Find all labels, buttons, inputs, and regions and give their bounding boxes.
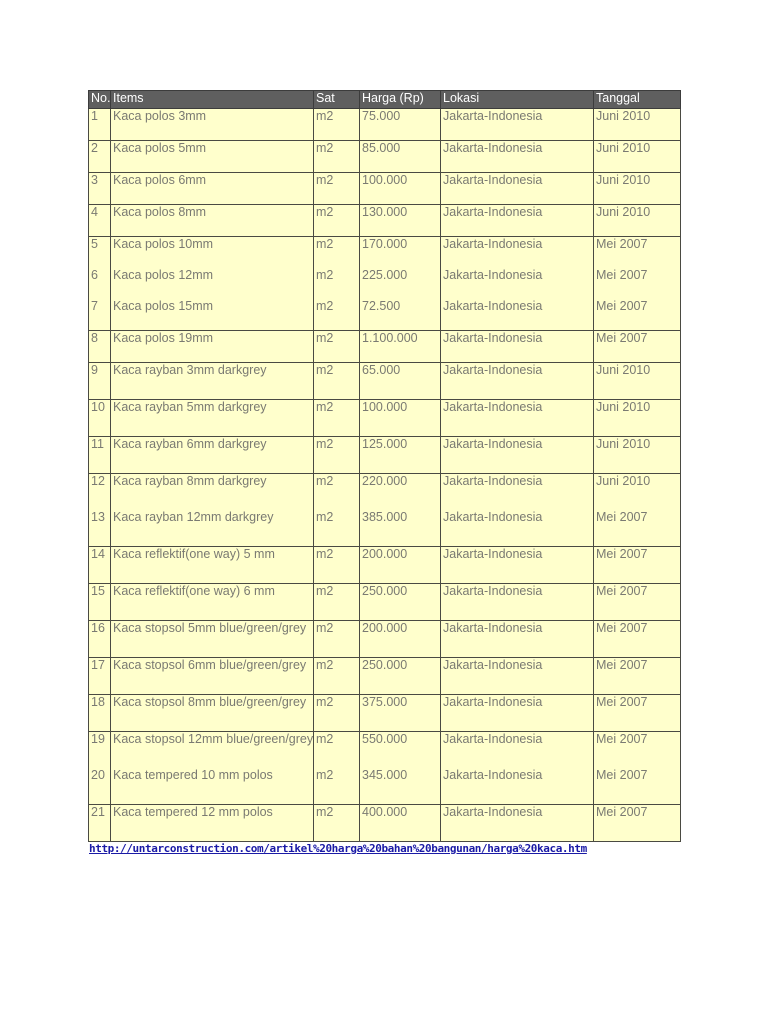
cell-harga: 250.000 bbox=[360, 584, 441, 621]
cell-tanggal: Mei 2007 bbox=[594, 237, 681, 269]
cell-tanggal: Mei 2007 bbox=[594, 768, 681, 805]
cell-harga: 130.000 bbox=[360, 205, 441, 237]
cell-lokasi: Jakarta-Indonesia bbox=[441, 141, 594, 173]
cell-lokasi: Jakarta-Indonesia bbox=[441, 437, 594, 474]
cell-no: 1 bbox=[89, 109, 111, 141]
cell-sat: m2 bbox=[314, 547, 360, 584]
cell-item: Kaca rayban 3mm darkgrey bbox=[111, 363, 314, 400]
cell-sat: m2 bbox=[314, 805, 360, 842]
price-table bbox=[88, 90, 681, 842]
cell-lokasi: Jakarta-Indonesia bbox=[441, 237, 594, 269]
table-row bbox=[89, 299, 681, 331]
cell-no: 8 bbox=[89, 331, 111, 363]
cell-tanggal: Mei 2007 bbox=[594, 547, 681, 584]
cell-item: Kaca reflektif(one way) 5 mm bbox=[111, 547, 314, 584]
cell-sat: m2 bbox=[314, 331, 360, 363]
cell-lokasi: Jakarta-Indonesia bbox=[441, 268, 594, 299]
table-row bbox=[89, 400, 681, 437]
cell-no: 19 bbox=[89, 732, 111, 769]
cell-tanggal: Mei 2007 bbox=[594, 695, 681, 732]
table-header-row bbox=[89, 91, 681, 109]
cell-item: Kaca polos 19mm bbox=[111, 331, 314, 363]
table-row bbox=[89, 331, 681, 363]
table-row bbox=[89, 547, 681, 584]
cell-item: Kaca rayban 5mm darkgrey bbox=[111, 400, 314, 437]
cell-harga: 100.000 bbox=[360, 173, 441, 205]
cell-lokasi: Jakarta-Indonesia bbox=[441, 363, 594, 400]
cell-no: 14 bbox=[89, 547, 111, 584]
cell-lokasi: Jakarta-Indonesia bbox=[441, 658, 594, 695]
cell-sat: m2 bbox=[314, 205, 360, 237]
cell-no: 15 bbox=[89, 584, 111, 621]
cell-tanggal: Mei 2007 bbox=[594, 299, 681, 331]
cell-sat: m2 bbox=[314, 732, 360, 769]
table-row bbox=[89, 437, 681, 474]
cell-lokasi: Jakarta-Indonesia bbox=[441, 510, 594, 547]
cell-no: 20 bbox=[89, 768, 111, 805]
cell-harga: 85.000 bbox=[360, 141, 441, 173]
cell-sat: m2 bbox=[314, 363, 360, 400]
cell-lokasi: Jakarta-Indonesia bbox=[441, 547, 594, 584]
cell-harga: 385.000 bbox=[360, 510, 441, 547]
cell-tanggal: Mei 2007 bbox=[594, 268, 681, 299]
cell-no: 16 bbox=[89, 621, 111, 658]
cell-sat: m2 bbox=[314, 109, 360, 141]
cell-item: Kaca stopsol 12mm blue/green/grey bbox=[111, 732, 314, 769]
cell-no: 13 bbox=[89, 510, 111, 547]
cell-sat: m2 bbox=[314, 584, 360, 621]
cell-item: Kaca rayban 6mm darkgrey bbox=[111, 437, 314, 474]
cell-no: 3 bbox=[89, 173, 111, 205]
cell-harga: 100.000 bbox=[360, 400, 441, 437]
cell-lokasi: Jakarta-Indonesia bbox=[441, 768, 594, 805]
cell-harga: 75.000 bbox=[360, 109, 441, 141]
cell-harga: 225.000 bbox=[360, 268, 441, 299]
cell-harga: 1.100.000 bbox=[360, 331, 441, 363]
cell-no: 18 bbox=[89, 695, 111, 732]
cell-no: 4 bbox=[89, 205, 111, 237]
cell-no: 7 bbox=[89, 299, 111, 331]
cell-item: Kaca rayban 12mm darkgrey bbox=[111, 510, 314, 547]
cell-item: Kaca polos 3mm bbox=[111, 109, 314, 141]
table-row bbox=[89, 621, 681, 658]
cell-tanggal: Juni 2010 bbox=[594, 109, 681, 141]
header-no: No. bbox=[89, 91, 111, 109]
cell-tanggal: Juni 2010 bbox=[594, 400, 681, 437]
table-row bbox=[89, 768, 681, 805]
cell-no: 11 bbox=[89, 437, 111, 474]
table-row bbox=[89, 363, 681, 400]
cell-item: Kaca polos 5mm bbox=[111, 141, 314, 173]
cell-tanggal: Mei 2007 bbox=[594, 331, 681, 363]
cell-item: Kaca polos 6mm bbox=[111, 173, 314, 205]
table-row bbox=[89, 173, 681, 205]
cell-lokasi: Jakarta-Indonesia bbox=[441, 299, 594, 331]
table-row bbox=[89, 141, 681, 173]
cell-tanggal: Juni 2010 bbox=[594, 141, 681, 173]
cell-item: Kaca reflektif(one way) 6 mm bbox=[111, 584, 314, 621]
cell-tanggal: Mei 2007 bbox=[594, 584, 681, 621]
table-body bbox=[89, 109, 681, 842]
cell-sat: m2 bbox=[314, 474, 360, 511]
cell-sat: m2 bbox=[314, 621, 360, 658]
cell-item: Kaca polos 12mm bbox=[111, 268, 314, 299]
cell-no: 2 bbox=[89, 141, 111, 173]
header-lokasi: Lokasi bbox=[441, 91, 594, 109]
table-row bbox=[89, 510, 681, 547]
cell-lokasi: Jakarta-Indonesia bbox=[441, 331, 594, 363]
cell-tanggal: Juni 2010 bbox=[594, 173, 681, 205]
cell-harga: 170.000 bbox=[360, 237, 441, 269]
cell-no: 10 bbox=[89, 400, 111, 437]
header-sat: Sat bbox=[314, 91, 360, 109]
cell-sat: m2 bbox=[314, 658, 360, 695]
cell-item: Kaca stopsol 8mm blue/green/grey bbox=[111, 695, 314, 732]
cell-item: Kaca polos 10mm bbox=[111, 237, 314, 269]
cell-lokasi: Jakarta-Indonesia bbox=[441, 109, 594, 141]
cell-tanggal: Juni 2010 bbox=[594, 474, 681, 511]
table-row bbox=[89, 205, 681, 237]
table-row bbox=[89, 268, 681, 299]
cell-item: Kaca stopsol 6mm blue/green/grey bbox=[111, 658, 314, 695]
cell-harga: 375.000 bbox=[360, 695, 441, 732]
cell-no: 5 bbox=[89, 237, 111, 269]
cell-no: 6 bbox=[89, 268, 111, 299]
cell-lokasi: Jakarta-Indonesia bbox=[441, 173, 594, 205]
cell-lokasi: Jakarta-Indonesia bbox=[441, 695, 594, 732]
table-row bbox=[89, 732, 681, 769]
cell-sat: m2 bbox=[314, 141, 360, 173]
cell-sat: m2 bbox=[314, 768, 360, 805]
cell-item: Kaca polos 8mm bbox=[111, 205, 314, 237]
cell-tanggal: Mei 2007 bbox=[594, 805, 681, 842]
cell-sat: m2 bbox=[314, 400, 360, 437]
table-row bbox=[89, 584, 681, 621]
cell-tanggal: Mei 2007 bbox=[594, 510, 681, 547]
cell-tanggal: Mei 2007 bbox=[594, 621, 681, 658]
cell-harga: 65.000 bbox=[360, 363, 441, 400]
table-row bbox=[89, 695, 681, 732]
cell-tanggal: Mei 2007 bbox=[594, 658, 681, 695]
cell-sat: m2 bbox=[314, 510, 360, 547]
cell-no: 21 bbox=[89, 805, 111, 842]
cell-lokasi: Jakarta-Indonesia bbox=[441, 805, 594, 842]
cell-lokasi: Jakarta-Indonesia bbox=[441, 400, 594, 437]
cell-tanggal: Juni 2010 bbox=[594, 363, 681, 400]
cell-sat: m2 bbox=[314, 173, 360, 205]
cell-harga: 550.000 bbox=[360, 732, 441, 769]
table-row bbox=[89, 109, 681, 141]
cell-harga: 200.000 bbox=[360, 547, 441, 584]
cell-harga: 345.000 bbox=[360, 768, 441, 805]
cell-no: 17 bbox=[89, 658, 111, 695]
cell-lokasi: Jakarta-Indonesia bbox=[441, 474, 594, 511]
cell-harga: 72.500 bbox=[360, 299, 441, 331]
table-row bbox=[89, 237, 681, 269]
cell-item: Kaca rayban 8mm darkgrey bbox=[111, 474, 314, 511]
cell-sat: m2 bbox=[314, 299, 360, 331]
cell-harga: 125.000 bbox=[360, 437, 441, 474]
cell-harga: 220.000 bbox=[360, 474, 441, 511]
cell-sat: m2 bbox=[314, 237, 360, 269]
cell-sat: m2 bbox=[314, 437, 360, 474]
cell-no: 9 bbox=[89, 363, 111, 400]
cell-harga: 250.000 bbox=[360, 658, 441, 695]
cell-lokasi: Jakarta-Indonesia bbox=[441, 621, 594, 658]
cell-sat: m2 bbox=[314, 268, 360, 299]
cell-item: Kaca tempered 12 mm polos bbox=[111, 805, 314, 842]
cell-harga: 400.000 bbox=[360, 805, 441, 842]
cell-tanggal: Juni 2010 bbox=[594, 437, 681, 474]
source-link[interactable]: http://untarconstruction.com/artikel%20harga%20bahan%20bangunan/harga%20kaca.htm bbox=[89, 842, 587, 855]
cell-item: Kaca tempered 10 mm polos bbox=[111, 768, 314, 805]
cell-lokasi: Jakarta-Indonesia bbox=[441, 205, 594, 237]
cell-item: Kaca stopsol 5mm blue/green/grey bbox=[111, 621, 314, 658]
header-items: Items bbox=[111, 91, 314, 109]
header-harga: Harga (Rp) bbox=[360, 91, 441, 109]
table-row bbox=[89, 805, 681, 842]
cell-no: 12 bbox=[89, 474, 111, 511]
cell-lokasi: Jakarta-Indonesia bbox=[441, 584, 594, 621]
cell-lokasi: Jakarta-Indonesia bbox=[441, 732, 594, 769]
cell-tanggal: Mei 2007 bbox=[594, 732, 681, 769]
table-row bbox=[89, 474, 681, 511]
cell-harga: 200.000 bbox=[360, 621, 441, 658]
cell-tanggal: Juni 2010 bbox=[594, 205, 681, 237]
header-tanggal: Tanggal bbox=[594, 91, 681, 109]
cell-sat: m2 bbox=[314, 695, 360, 732]
table-row bbox=[89, 658, 681, 695]
cell-item: Kaca polos 15mm bbox=[111, 299, 314, 331]
